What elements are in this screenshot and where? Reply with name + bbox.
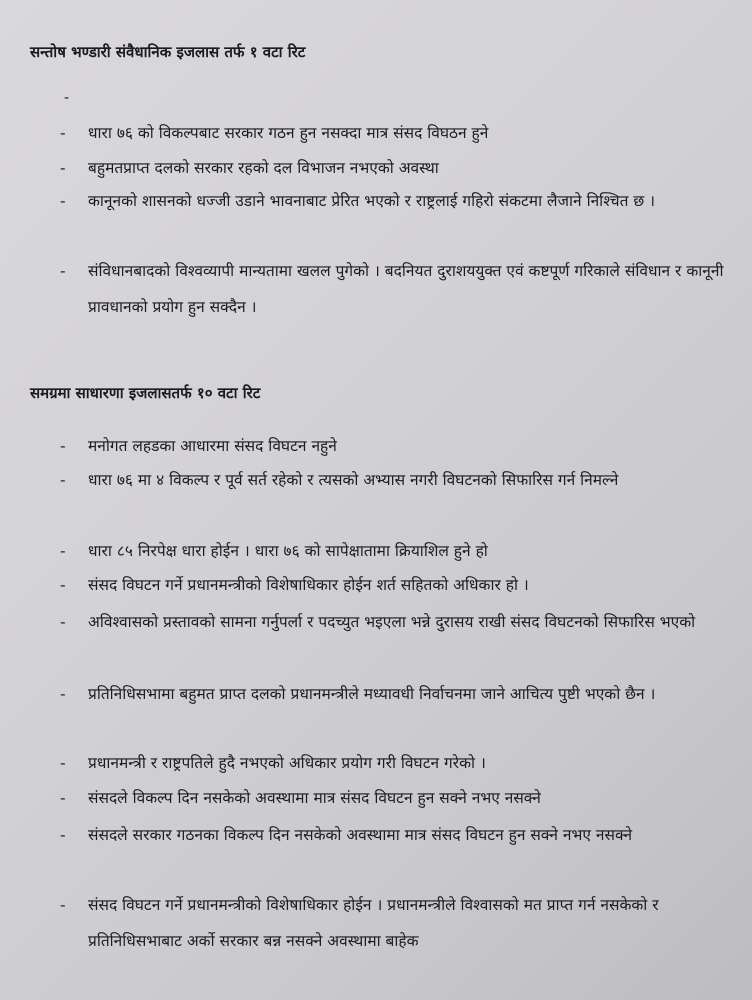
bullet-dash: - [60,613,66,631]
section-heading-general-bench: समग्रमा साधारणा इजलासतर्फ १० वटा रिट [30,384,261,402]
list-item [60,253,732,325]
stray-mark: - [64,90,70,106]
list-item [60,676,732,712]
list-item-text: मनोगत लहडका आधारमा संसद विघटन नहुने [88,437,337,455]
list-item [60,150,732,186]
list-item-text: संविधानबादको विश्वव्यापी मान्यतामा खलल पुगेको । बदनियत दुराशययुक्त एवं कष्टपूर्ण गरिकाले संविधान र कानूनी प्रावधानको प्रयोग हुन सक्दैन । [88,262,724,316]
list-item-text: बहुमतप्राप्त दलको सरकार रहको दल विभाजन नभएको अवस्था [88,159,439,177]
bullet-dash: - [60,437,66,455]
list-item [60,183,732,219]
bullet-dash: - [60,159,66,177]
list-item-text: प्रधानमन्त्री र राष्ट्रपतिले हुदै नभएको अधिकार प्रयोग गरी विघटन गरेको । [88,754,486,772]
list-item [60,745,732,781]
list-item-text: अविश्वासको प्रस्तावको सामना गर्नुपर्ला र पदच्युत भइएला भन्ने दुरासय राखी संसद विघटनको सिफारिस भएको [88,613,696,631]
bullet-dash: - [60,789,66,807]
list-item [60,887,732,959]
list-item-text: प्रतिनिधिसभामा बहुमत प्राप्त दलको प्रधानमन्त्रीले मध्यावधी निर्वाचनमा जाने आचित्य पुष्टी भएको छैन । [88,685,656,703]
bullet-dash: - [60,826,66,844]
list-item [60,567,732,603]
bullet-dash: - [60,754,66,772]
bullet-dash: - [60,471,66,489]
section-heading-constitutional-bench: सन्तोष भण्डारी संवैधानिक इजलास तर्फ १ वटा रिट [30,43,306,61]
list-item [60,428,732,464]
bullet-dash: - [60,192,66,210]
bullet-dash: - [60,262,66,280]
list-item-text: संसदले सरकार गठनका विकल्प दिन नसकेको अवस्थामा मात्र संसद विघटन हुन सक्ने नभए नसक्ने [88,826,633,844]
bullet-dash: - [60,576,66,594]
list-item-text: संसद विघटन गर्ने प्रधानमन्त्रीको विशेषाधिकार होईन शर्त सहितको अधिकार हो । [88,576,529,594]
list-item [60,115,732,151]
list-item [60,604,732,640]
bullet-dash: - [60,542,66,560]
list-item [60,780,732,816]
bullet-dash: - [60,685,66,703]
list-item-text: धारा ८५ निरपेक्ष धारा होईन । धारा ७६ को सापेक्षातामा क्रियाशिल हुने हो [88,542,488,560]
list-item [60,817,732,853]
list-item-text: संसद विघटन गर्ने प्रधानमन्त्रीको विशेषाधिकार होईन । प्रधानमन्त्रीले विश्वासको मत प्राप्त गर्न नसकेको र प्रतिनिधिसभाबाट अर्को सरकार बन्न नसक्ने अवस्थामा बाहेक [88,896,659,950]
list-item-text: कानूनको शासनको धज्जी उडाने भावनाबाट प्रेरित भएको र राष्ट्रलाई गहिरो संकटमा लैजाने निश्चित छ । [88,192,656,210]
list-item [60,462,732,498]
list-item-text: धारा ७६ को विकल्पबाट सरकार गठन हुन नसक्दा मात्र संसद विघठन हुने [88,124,489,142]
list-item [60,533,732,569]
bullet-dash: - [60,896,66,914]
list-item-text: संसदले विकल्प दिन नसकेको अवस्थामा मात्र संसद विघटन हुन सक्ने नभए नसक्ने [88,789,541,807]
bullet-dash: - [60,124,66,142]
list-item-text: धारा ७६ मा ४ विकल्प र पूर्व सर्त रहेको र त्यसको अभ्यास नगरी विघटनको सिफारिस गर्न निमल्ने [88,471,619,489]
